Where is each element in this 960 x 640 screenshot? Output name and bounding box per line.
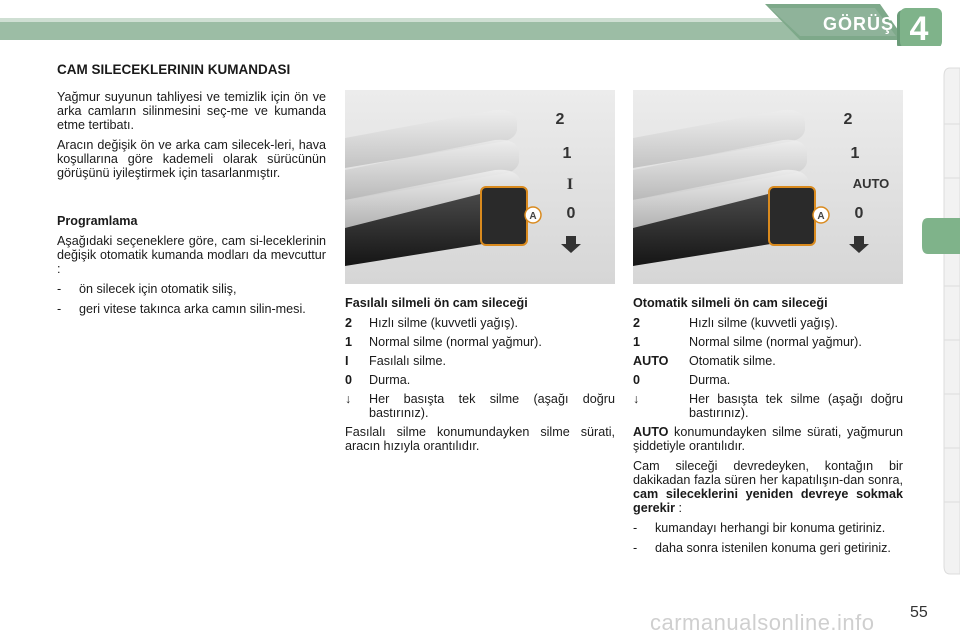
legend-value: Normal silme (normal yağmur). — [369, 335, 542, 349]
list-item — [57, 282, 326, 296]
reset-note-text: Cam sileceği devredeyken, kontağın bir dakikadan fazla süren her kapatılışın-dan sonra, — [633, 459, 903, 487]
reset-note-bold: cam sileceklerini yeniden devreye sokmak gerekir — [633, 487, 903, 515]
chapter-tab-active[interactable] — [922, 218, 960, 254]
legend-key: 1 — [345, 335, 353, 349]
legend-row — [345, 392, 615, 420]
position-2-label: 2 — [555, 111, 565, 128]
legend-title: Otomatik silmeli ön cam sileceği — [633, 296, 828, 310]
legend-value: Durma. — [689, 373, 731, 387]
down-arrow-icon: ↓ — [345, 392, 352, 406]
programming-subheading: Programlama — [57, 214, 138, 228]
list-item-text: geri vitese takınca arka camın silin-mesi. — [79, 302, 306, 316]
list-item-text: daha sonra istenilen konuma geri getiriniz. — [655, 541, 891, 555]
legend-row — [633, 354, 903, 368]
legend-key: I — [345, 354, 349, 368]
position-auto-label: AUTO — [852, 176, 890, 191]
legend-key: AUTO — [633, 354, 669, 368]
legend-key: 0 — [345, 373, 353, 387]
list-item-text: kumandayı herhangi bir konuma getiriniz. — [655, 521, 886, 535]
legend-value: Otomatik silme. — [689, 354, 776, 368]
callout-a: A — [817, 211, 825, 222]
legend-row — [345, 354, 615, 368]
legend-key: 1 — [633, 335, 641, 349]
list-dash: - — [57, 302, 62, 316]
intro-paragraph-2: Aracın değişik ön ve arka cam silecek-leri, hava koşullarına göre kademeli olarak sürücünün görüşünü iyileştirmek için tasarlanmıştır. — [57, 138, 326, 180]
legend-row — [633, 392, 903, 420]
section-title: CAM SILECEKLERININ KUMANDASI — [57, 62, 291, 77]
auto-note — [633, 425, 903, 453]
legend-value: Hızlı silme (kuvvetli yağış). — [369, 316, 519, 330]
legend-row — [345, 316, 615, 330]
legend-key: 2 — [633, 316, 641, 330]
position-1-label: 1 — [850, 145, 860, 162]
legend-row — [633, 335, 903, 349]
list-item — [633, 521, 903, 535]
list-dash: - — [633, 521, 638, 535]
legend-row — [633, 316, 903, 330]
legend-title: Fasılalı silmeli ön cam sileceği — [345, 296, 528, 310]
reset-note-end: : — [675, 501, 683, 515]
list-dash: - — [633, 541, 638, 555]
reset-note — [633, 459, 903, 515]
legend-value: Her basışta tek silme (aşağı doğru bastırınız). — [369, 392, 615, 420]
list-item — [633, 541, 903, 555]
auto-note-lead: AUTO — [633, 425, 669, 439]
legend-key: 2 — [345, 316, 353, 330]
position-1-label: 1 — [562, 145, 572, 162]
watermark: carmanualsonline.info — [650, 610, 875, 635]
intro-paragraph-1: Yağmur suyunun tahliyesi ve temizlik için ön ve arka camların silinmesini seç-me ve kumanda etme tertibatı. — [57, 90, 326, 132]
intermittent-legend — [345, 296, 615, 459]
legend-row — [633, 373, 903, 387]
position-0-label: 0 — [566, 205, 576, 222]
auto-note-text: konumundayken silme sürati, yağmurun şiddetiyle orantılıdır. — [633, 425, 903, 453]
legend-value: Normal silme (normal yağmur). — [689, 335, 862, 349]
header-band — [0, 0, 960, 46]
wiper-stalk-figure-intermittent — [345, 90, 615, 284]
list-item — [57, 302, 326, 316]
chapter-number: 4 — [909, 10, 929, 48]
page-number: 55 — [910, 604, 928, 621]
legend-row — [345, 335, 615, 349]
programming-text: Aşağıdaki seçeneklere göre, cam si-leceklerinin değişik otomatik kumanda modları da mevcuttur : — [57, 234, 326, 276]
legend-key: 0 — [633, 373, 641, 387]
left-column — [57, 90, 326, 322]
wiper-stalk-figure-automatic — [633, 90, 903, 284]
legend-value: Fasılalı silme. — [369, 354, 446, 368]
legend-value: Her basışta tek silme (aşağı doğru bastırınız). — [689, 392, 903, 420]
down-arrow-icon: ↓ — [633, 392, 640, 406]
legend-value: Hızlı silme (kuvvetli yağış). — [689, 316, 839, 330]
side-chapter-tabs — [920, 60, 960, 580]
automatic-legend — [633, 296, 903, 561]
chapter-title: GÖRÜŞ — [822, 14, 894, 34]
position-2-label: 2 — [843, 111, 853, 128]
legend-row — [345, 373, 615, 387]
intermittent-note: Fasılalı silme konumundayken silme sürati, aracın hızıyla orantılıdır. — [345, 425, 615, 453]
position-0-label: 0 — [854, 205, 864, 222]
legend-value: Durma. — [369, 373, 411, 387]
position-i-label: I — [566, 176, 574, 193]
list-dash: - — [57, 282, 62, 296]
list-item-text: ön silecek için otomatik siliş, — [79, 282, 237, 296]
callout-a: A — [529, 211, 537, 222]
